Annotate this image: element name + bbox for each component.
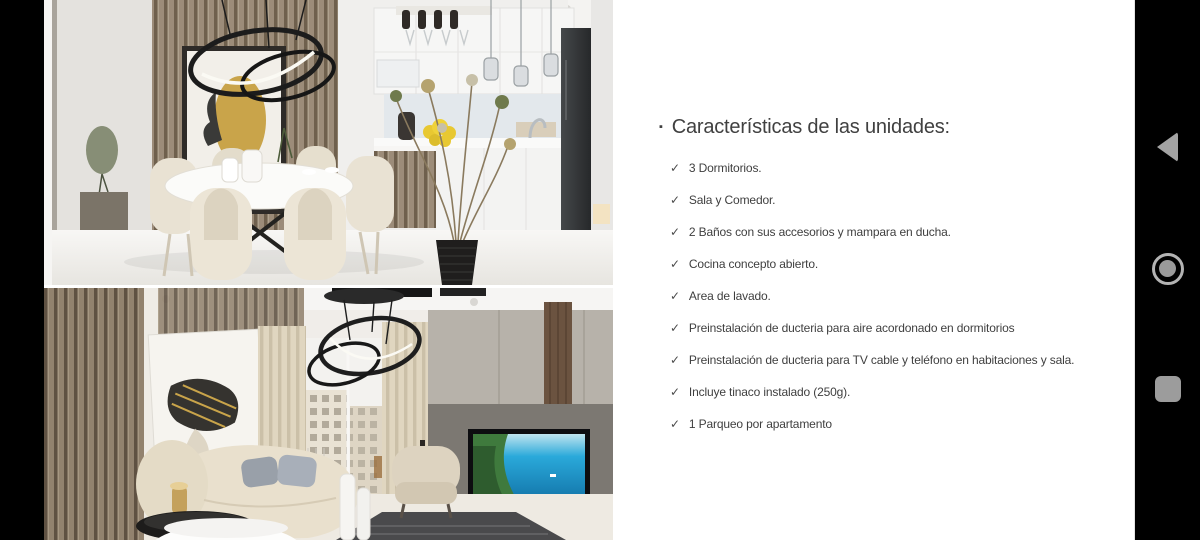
checkmark-icon: ✓: [670, 353, 680, 367]
checkmark-icon: ✓: [670, 257, 680, 271]
feature-text: Preinstalación de ducteria para TV cable y teléfono en habitaciones y sala.: [688, 353, 1075, 367]
checkmark-icon: ✓: [670, 161, 680, 175]
feature-text: Sala y Comedor.: [688, 193, 776, 207]
slide-photos: [44, 0, 613, 540]
title-bullet-icon: ▪: [659, 121, 663, 133]
back-button[interactable]: [1135, 124, 1200, 170]
feature-text: Incluye tinaco instalado (250g).: [688, 385, 851, 399]
slide-content: [613, 0, 1135, 540]
feature-list: [670, 161, 1134, 432]
checkmark-icon: ✓: [670, 385, 680, 399]
feature-text: 3 Dormitorios.: [688, 161, 762, 175]
range-hood: [377, 60, 419, 87]
checkmark-icon: ✓: [670, 289, 680, 303]
feature-text: 2 Baños con sus accesorios y mampara en ducha.: [688, 225, 951, 239]
feature-item: [670, 289, 1134, 304]
feature-item: [670, 417, 1134, 432]
bar-lamp: [593, 204, 610, 224]
checkmark-icon: ✓: [670, 225, 680, 239]
tv-screen: [468, 429, 590, 503]
feature-text: Area de lavado.: [688, 289, 771, 303]
checkmark-icon: ✓: [670, 193, 680, 207]
home-button[interactable]: [1135, 246, 1200, 292]
recents-button[interactable]: [1135, 366, 1200, 412]
feature-item: [670, 193, 1134, 208]
photo-living-room: [44, 288, 613, 540]
back-icon: [1157, 132, 1178, 162]
feature-item: [670, 225, 1134, 240]
feature-text: Cocina concepto abierto.: [688, 257, 819, 271]
android-nav-bar: [1135, 0, 1200, 540]
feature-item: [670, 161, 1134, 176]
feature-item: [670, 385, 1134, 400]
slide-title: [659, 116, 1134, 139]
checkmark-icon: ✓: [670, 321, 680, 335]
recents-icon: [1155, 376, 1181, 402]
living-room-illustration: [44, 288, 613, 540]
feature-item: [670, 321, 1134, 336]
checkmark-icon: ✓: [670, 417, 680, 431]
photo-dining-kitchen: [44, 0, 613, 285]
slat-wall-left: [44, 288, 144, 540]
feature-item: [670, 353, 1134, 368]
dining-kitchen-illustration: [44, 0, 613, 285]
home-icon: [1152, 253, 1184, 285]
slide-title-text: Características de las unidades:: [671, 116, 950, 138]
feature-item: [670, 257, 1134, 272]
feature-text: 1 Parqueo por apartamento: [688, 417, 832, 431]
feature-text: Preinstalación de ducteria para aire acordonado en dormitorios: [688, 321, 1015, 335]
